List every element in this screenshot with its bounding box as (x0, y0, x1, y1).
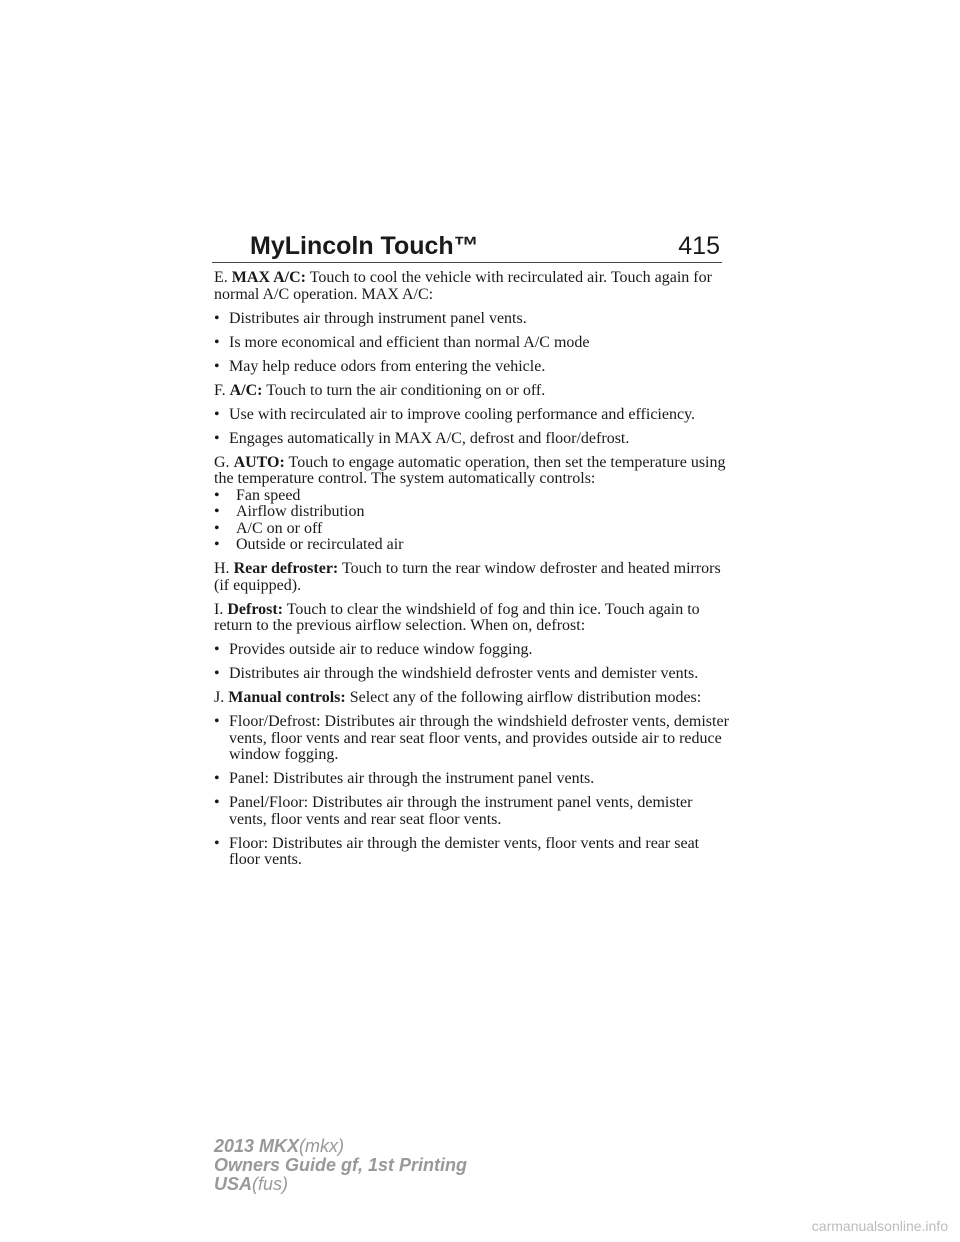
footer-market-code: (fus) (252, 1174, 289, 1194)
section-j (214, 690, 734, 707)
section-text: Touch to clear the windshield of fog and thin ice. Touch again to return to the previous airflow selection. When on, defrost: (214, 600, 700, 634)
section-letter: G. (214, 453, 230, 471)
footer-line-model (214, 1137, 467, 1156)
bullet-item: • Panel/Floor: Distributes air through the instrument panel vents, demister vents, floor vents and rear seat floor vents. (214, 795, 734, 828)
bullet-item: • A/C on or off (214, 521, 734, 538)
section-text: Touch to engage automatic operation, then set the temperature using the temperature control. The system automatically controls: (214, 453, 726, 487)
bullet-list (214, 488, 734, 554)
bullet-item: • May help reduce odors from entering the vehicle. (214, 359, 734, 376)
page-number: 415 (678, 232, 720, 260)
section-term: A/C: (229, 381, 263, 399)
section-text: Touch to turn the rear window defroster and heated mirrors (if equipped). (214, 560, 721, 594)
footer-line-guide (214, 1156, 467, 1175)
section-text: Select any of the following airflow distribution modes: (349, 689, 702, 706)
bullet-item: • Fan speed (214, 488, 734, 505)
bullet-item: • Use with recirculated air to improve cooling performance and efficiency. (214, 407, 734, 424)
bullet-item: • Floor/Defrost: Distributes air through the windshield defroster vents, demister vents, floor vents and rear seat floor vents, and provides outside air to reduce window fogging. (214, 714, 734, 764)
footer-model: 2013 MKX (214, 1136, 300, 1156)
section-i (214, 602, 734, 635)
section-f (214, 383, 734, 400)
section-term: Rear defroster: (233, 560, 339, 577)
section-letter: F. (214, 381, 226, 399)
section-text: Touch to turn the air conditioning on or off. (266, 381, 546, 399)
footer-line-market (214, 1175, 467, 1194)
section-letter: E. (214, 269, 228, 286)
bullet-item: • Airflow distribution (214, 504, 734, 521)
section-term: AUTO: (233, 453, 285, 471)
page-header (212, 232, 722, 263)
section-term: Defrost: (227, 600, 284, 618)
section-term: Manual controls: (228, 689, 346, 706)
section-e (214, 270, 734, 303)
section-letter: H. (214, 560, 230, 577)
footer-market: USA (214, 1174, 253, 1194)
chapter-title: MyLincoln Touch™ (250, 232, 479, 260)
bullet-item: • Engages automatically in MAX A/C, defrost and floor/defrost. (214, 431, 734, 448)
bullet-item: • Floor: Distributes air through the demister vents, floor vents and rear seat floor vents. (214, 836, 734, 869)
page-content (214, 270, 734, 876)
bullet-item: • Provides outside air to reduce window fogging. (214, 642, 734, 659)
section-g (214, 455, 734, 488)
bullet-item: • Outside or recirculated air (214, 537, 734, 554)
footer-guide: Owners Guide gf, 1st Printing (214, 1155, 468, 1175)
bullet-item: • Is more economical and efficient than normal A/C mode (214, 335, 734, 352)
section-letter: I. (214, 600, 224, 618)
footer-model-code: (mkx) (299, 1136, 345, 1156)
watermark: carmanualsonline.info (811, 1218, 948, 1234)
bullet-item: • Panel: Distributes air through the instrument panel vents. (214, 771, 734, 788)
print-footer (214, 1137, 467, 1194)
section-term: MAX A/C: (231, 269, 306, 286)
section-h (214, 561, 734, 594)
bullet-item: • Distributes air through the windshield defroster vents and demister vents. (214, 666, 734, 683)
section-letter: J. (214, 689, 225, 706)
section-text: Touch to cool the vehicle with recirculated air. Touch again for normal A/C operation. MAX A/C: (214, 269, 712, 303)
bullet-item: • Distributes air through instrument panel vents. (214, 311, 734, 328)
